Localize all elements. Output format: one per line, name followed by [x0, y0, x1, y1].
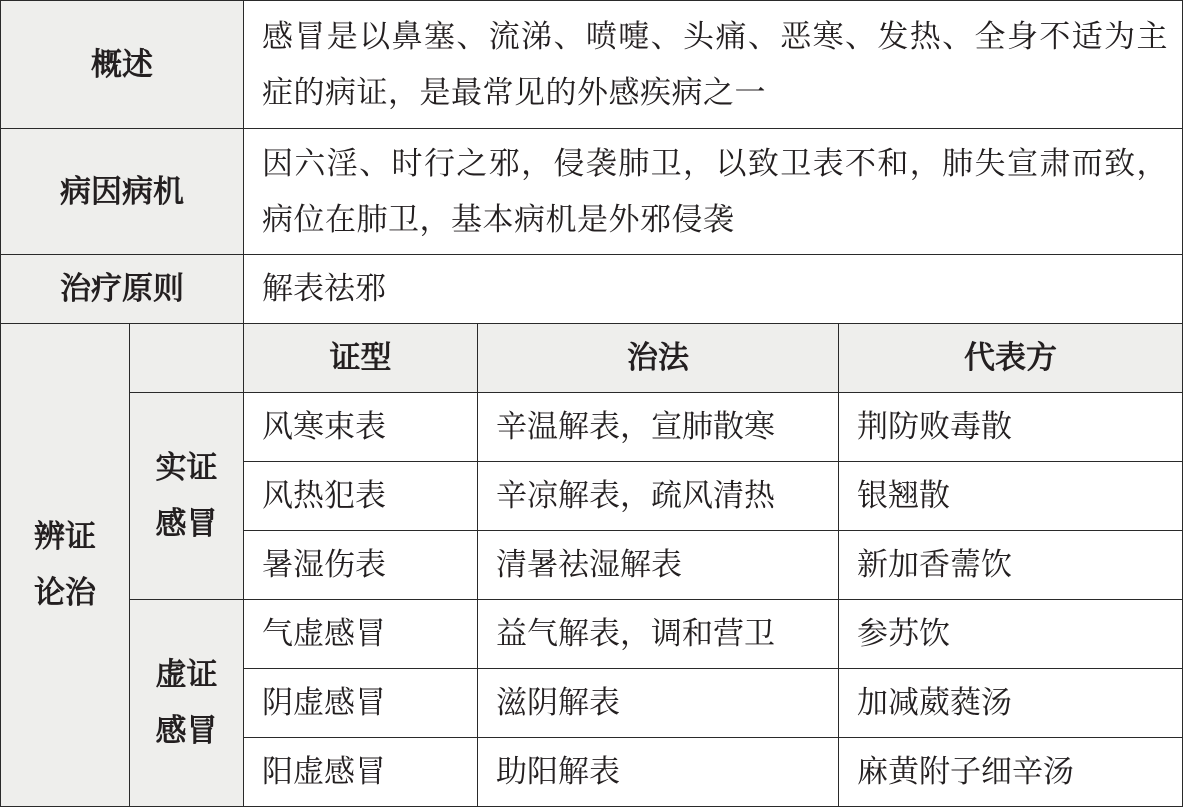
method-cell: 助阳解表 [478, 738, 839, 807]
group-label-line2: 感冒 [155, 713, 218, 749]
pattern-cell: 风寒束表 [244, 393, 478, 462]
overview-row [1, 1, 1183, 129]
principle-label: 治疗原则 [1, 255, 244, 324]
differentiation-label-line2: 论治 [34, 575, 96, 611]
column-header-formula: 代表方 [839, 324, 1183, 393]
method-cell: 益气解表，调和营卫 [478, 600, 839, 669]
group-label-excess [130, 393, 244, 600]
pattern-cell: 暑湿伤表 [244, 531, 478, 600]
etiology-row [1, 129, 1183, 255]
formula-cell: 参苏饮 [839, 600, 1183, 669]
pattern-cell: 风热犯表 [244, 462, 478, 531]
method-cell: 辛温解表，宣肺散寒 [478, 393, 839, 462]
principle-text: 解表祛邪 [244, 255, 1183, 324]
principle-row [1, 255, 1183, 324]
etiology-text: 因六淫、时行之邪，侵袭肺卫，以致卫表不和，肺失宣肃而致，病位在肺卫，基本病机是外邪侵袭 [244, 129, 1183, 255]
pattern-cell: 阳虚感冒 [244, 738, 478, 807]
method-cell: 滋阴解表 [478, 669, 839, 738]
method-cell: 辛凉解表，疏风清热 [478, 462, 839, 531]
pattern-cell: 气虚感冒 [244, 600, 478, 669]
overview-label: 概述 [1, 1, 244, 129]
column-header-method: 治法 [478, 324, 839, 393]
group-label-line1: 虚证 [155, 657, 218, 693]
group-label-line2: 感冒 [155, 506, 218, 542]
differentiation-label-line1: 辨证 [34, 519, 96, 555]
formula-cell: 麻黄附子细辛汤 [839, 738, 1183, 807]
overview-text: 感冒是以鼻塞、流涕、喷嚏、头痛、恶寒、发热、全身不适为主症的病证，是最常见的外感疾病之一 [244, 1, 1183, 129]
blank-header-cell [130, 324, 244, 393]
column-header-row [1, 324, 1183, 393]
formula-cell: 荆防败毒散 [839, 393, 1183, 462]
method-cell: 清暑祛湿解表 [478, 531, 839, 600]
pattern-cell: 阴虚感冒 [244, 669, 478, 738]
etiology-label: 病因病机 [1, 129, 244, 255]
formula-cell: 加减葳蕤汤 [839, 669, 1183, 738]
differentiation-label [1, 324, 130, 807]
table-row [1, 393, 1183, 462]
formula-cell: 新加香薷饮 [839, 531, 1183, 600]
group-label-line1: 实证 [155, 450, 218, 486]
group-label-deficiency [130, 600, 244, 807]
column-header-pattern: 证型 [244, 324, 478, 393]
formula-cell: 银翘散 [839, 462, 1183, 531]
table-row [1, 600, 1183, 669]
